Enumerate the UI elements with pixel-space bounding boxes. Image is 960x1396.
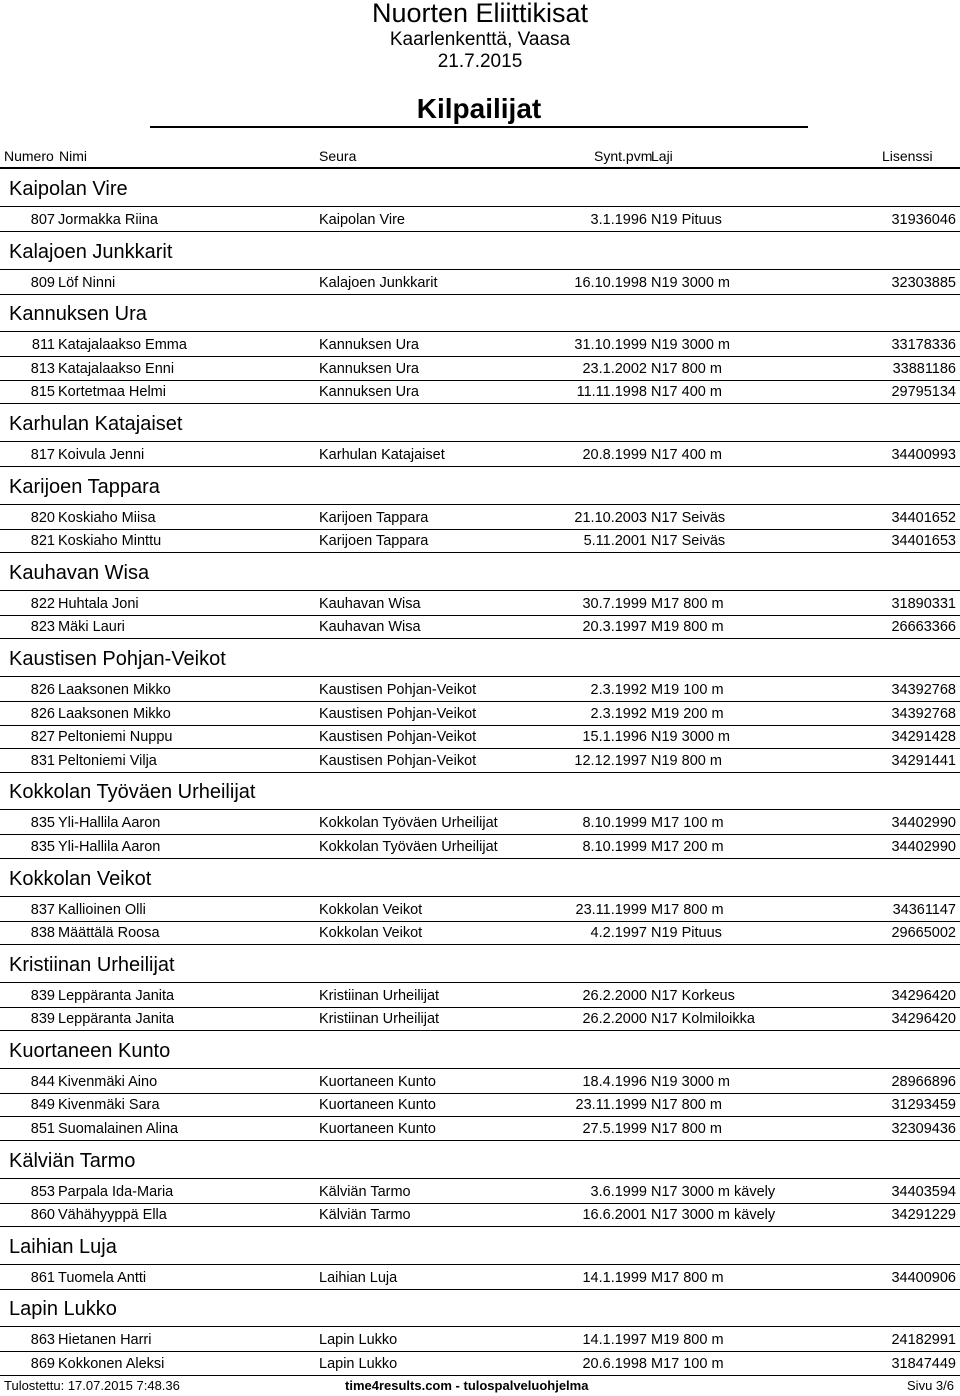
license-number: 29665002 — [891, 925, 956, 942]
table-row — [0, 836, 960, 859]
license-number: 34401652 — [891, 509, 956, 526]
competitor-club: Karijoen Tappara — [319, 509, 429, 526]
printed-timestamp: Tulostettu: 17.07.2015 7:48.36 — [4, 1378, 180, 1393]
page-number: Sivu 3/6 — [907, 1378, 954, 1393]
competitor-name: Kortetmaa Helmi — [58, 384, 166, 401]
table-row — [0, 1071, 960, 1094]
table-row — [0, 1353, 960, 1376]
competitor-club: Kuortaneen Kunto — [319, 1073, 436, 1090]
birth-date: 5.11.2001 — [583, 533, 647, 550]
license-number: 34361147 — [892, 901, 956, 918]
competitor-number: 863 — [30, 1332, 55, 1349]
event-name: M17 100 m — [651, 815, 724, 832]
competitor-number: 826 — [30, 705, 55, 722]
event-name: N17 400 m — [651, 384, 722, 401]
competitor-name: Hietanen Harri — [58, 1332, 152, 1349]
competitor-club: Kannuksen Ura — [319, 384, 419, 401]
birth-date: 12.12.1997 — [574, 752, 647, 769]
table-row — [0, 1094, 960, 1117]
license-number: 24182991 — [891, 1332, 956, 1349]
competitor-name: Peltoniemi Vilja — [58, 752, 157, 769]
competitor-name: Kallioinen Olli — [58, 901, 146, 918]
competitor-number: 838 — [30, 925, 55, 942]
table-row — [0, 381, 960, 404]
table-row — [0, 507, 960, 530]
birth-date: 3.1.1996 — [590, 212, 647, 228]
table-row — [0, 1008, 960, 1031]
competitor-club: Kälviän Tarmo — [319, 1207, 411, 1224]
col-license: Lisenssi — [882, 148, 933, 164]
birth-date: 20.6.1998 — [582, 1356, 647, 1373]
table-row — [0, 750, 960, 773]
club-heading: Kauhavan Wisa — [0, 554, 960, 591]
competitor-number: 826 — [30, 681, 55, 698]
competitor-club: Kälviän Tarmo — [319, 1183, 411, 1200]
license-number: 34402990 — [891, 838, 956, 855]
table-row — [0, 1267, 960, 1290]
club-heading: Lapin Lukko — [0, 1290, 960, 1327]
birth-date: 3.6.1999 — [590, 1183, 647, 1200]
competitor-number: 835 — [30, 815, 55, 832]
competitor-club: Laihian Luja — [319, 1269, 398, 1286]
license-number: 29795134 — [891, 384, 956, 401]
competitor-number: 813 — [30, 360, 55, 377]
competitor-number: 853 — [30, 1183, 55, 1200]
competitor-number: 827 — [30, 729, 55, 746]
competitor-name: Leppäranta Janita — [58, 987, 175, 1004]
competitor-number: 809 — [30, 274, 55, 291]
event-name: M19 100 m — [651, 681, 724, 698]
competitor-number: 861 — [30, 1269, 55, 1286]
birth-date: 16.6.2001 — [582, 1207, 647, 1224]
table-row — [0, 530, 960, 553]
license-number: 28966896 — [891, 1073, 956, 1090]
competitor-club: Kokkolan Työväen Urheilijat — [319, 815, 498, 832]
birth-date: 20.8.1999 — [582, 446, 647, 463]
competitor-number: 860 — [30, 1207, 55, 1224]
competitor-club: Kokkolan Veikot — [319, 901, 423, 918]
birth-date: 20.3.1997 — [582, 619, 647, 636]
competitor-club: Kuortaneen Kunto — [319, 1121, 436, 1138]
license-number: 34400993 — [891, 446, 956, 463]
table-row — [0, 812, 960, 835]
competitor-name: Peltoniemi Nuppu — [58, 729, 173, 746]
license-number: 33881186 — [892, 360, 956, 377]
event-name: N17 Kolmiloikka — [651, 1011, 755, 1028]
event-name: M17 800 m — [651, 1269, 724, 1286]
col-born: Synt.pvm — [594, 148, 653, 164]
competitor-name: Parpala Ida-Maria — [58, 1183, 174, 1200]
competitor-number: 821 — [30, 533, 55, 550]
competitor-club: Kokkolan Veikot — [319, 925, 423, 942]
competitor-club: Kauhavan Wisa — [319, 619, 421, 636]
event-date: 21.7.2015 — [437, 51, 523, 72]
competitor-number: 849 — [30, 1097, 55, 1114]
competitor-number: 837 — [30, 901, 55, 918]
event-name: M19 800 m — [651, 1332, 724, 1349]
competitor-club: Kaipolan Vire — [319, 212, 405, 228]
page-header — [0, 0, 960, 73]
event-name: N17 3000 m kävely — [651, 1207, 776, 1224]
club-heading: Kokkolan Työväen Urheilijat — [0, 773, 960, 810]
competitor-club: Kokkolan Työväen Urheilijat — [319, 838, 498, 855]
event-name: N17 Seiväs — [651, 533, 726, 550]
birth-date: 8.10.1999 — [582, 838, 647, 855]
license-number: 34401653 — [891, 533, 956, 550]
event-name: N19 3000 m — [651, 274, 730, 291]
license-number: 34392768 — [891, 705, 956, 722]
table-row — [0, 209, 960, 232]
competitor-club: Lapin Lukko — [319, 1332, 398, 1349]
competitor-club: Kalajoen Junkkarit — [319, 274, 438, 291]
table-row — [0, 272, 960, 295]
club-heading: Kalajoen Junkkarit — [0, 233, 960, 270]
club-heading: Kuortaneen Kunto — [0, 1032, 960, 1069]
birth-date: 21.10.2003 — [574, 509, 647, 526]
license-number: 32303885 — [891, 274, 956, 291]
table-row — [0, 593, 960, 616]
license-number: 32309436 — [891, 1121, 956, 1138]
competitor-name: Jormakka Riina — [58, 212, 158, 228]
birth-date: 15.1.1996 — [582, 729, 647, 746]
birth-date: 26.2.2000 — [582, 1011, 647, 1028]
table-row — [0, 726, 960, 749]
license-number: 33178336 — [891, 337, 956, 354]
col-club: Seura — [319, 148, 357, 164]
event-name: N17 Korkeus — [651, 987, 735, 1004]
license-number: 34392768 — [891, 681, 956, 698]
club-heading: Kälviän Tarmo — [0, 1142, 960, 1179]
license-number: 34403594 — [891, 1183, 956, 1200]
club-heading: Kaipolan Vire — [0, 170, 960, 207]
competitor-club: Kristiinan Urheilijat — [319, 1011, 440, 1028]
competitor-name: Laaksonen Mikko — [58, 705, 171, 722]
table-row — [0, 1329, 960, 1352]
competitor-name: Koskiaho Minttu — [58, 533, 162, 550]
birth-date: 2.3.1992 — [590, 681, 647, 698]
competitor-number: 839 — [30, 987, 55, 1004]
competitor-club: Kristiinan Urheilijat — [319, 987, 440, 1004]
competitor-number: 831 — [30, 752, 55, 769]
event-name: N17 3000 m kävely — [651, 1183, 776, 1200]
table-row — [0, 358, 960, 381]
col-number: Numero — [4, 148, 54, 164]
license-number: 31890331 — [891, 595, 956, 612]
birth-date: 4.2.1997 — [590, 925, 647, 942]
competitor-number: 815 — [30, 384, 55, 401]
birth-date: 14.1.1999 — [582, 1269, 647, 1286]
license-number: 34291229 — [891, 1207, 956, 1224]
license-number: 31293459 — [891, 1097, 956, 1114]
license-number: 31936046 — [891, 212, 956, 228]
column-header — [0, 143, 960, 169]
competitor-name: Katajalaakso Emma — [58, 337, 187, 354]
birth-date: 23.11.1999 — [575, 901, 647, 918]
event-name: N19 800 m — [651, 752, 722, 769]
event-name: N17 800 m — [651, 1121, 722, 1138]
birth-date: 26.2.2000 — [582, 987, 647, 1004]
competitor-name: Kokkonen Aleksi — [58, 1356, 165, 1373]
competitor-name: Löf Ninni — [58, 274, 116, 291]
competitor-club: Karijoen Tappara — [319, 533, 429, 550]
club-heading: Karijoen Tappara — [0, 468, 960, 505]
event-name: M19 800 m — [651, 619, 724, 636]
competitor-club: Kuortaneen Kunto — [319, 1097, 436, 1114]
birth-date: 31.10.1999 — [574, 337, 647, 354]
table-row — [0, 616, 960, 639]
event-name: N17 400 m — [651, 446, 722, 463]
club-heading: Karhulan Katajaiset — [0, 405, 960, 442]
competitor-name: Koivula Jenni — [58, 446, 145, 463]
competitor-number: 869 — [30, 1356, 55, 1373]
competitor-number: 820 — [30, 509, 55, 526]
table-row — [0, 703, 960, 726]
col-name: Nimi — [59, 148, 87, 164]
event-name: M19 200 m — [651, 705, 724, 722]
competitor-club: Lapin Lukko — [319, 1356, 398, 1373]
event-name: N19 Pituus — [651, 212, 722, 228]
table-row — [0, 1204, 960, 1227]
table-row — [0, 922, 960, 945]
competitor-name: Tuomela Antti — [58, 1269, 147, 1286]
table-row — [0, 1118, 960, 1141]
service-name: time4results.com - tulospalveluohjelma — [345, 1378, 589, 1393]
birth-date: 30.7.1999 — [582, 595, 647, 612]
event-name: N19 Pituus — [651, 925, 722, 942]
competitor-number: 839 — [30, 1011, 55, 1028]
competitor-name: Leppäranta Janita — [58, 1011, 175, 1028]
competitor-club: Kaustisen Pohjan-Veikot — [319, 681, 477, 698]
competitor-list — [0, 170, 960, 1377]
competitor-name: Laaksonen Mikko — [58, 681, 171, 698]
event-name: M17 800 m — [651, 901, 724, 918]
license-number: 26663366 — [891, 619, 956, 636]
license-number: 34291428 — [891, 729, 956, 746]
license-number: 34402990 — [891, 815, 956, 832]
competitor-name: Vähähyyppä Ella — [58, 1207, 167, 1224]
competitor-club: Kauhavan Wisa — [319, 595, 421, 612]
competitor-name: Mäki Lauri — [58, 619, 125, 636]
competitor-name: Katajalaakso Enni — [58, 360, 175, 377]
competitor-club: Kaustisen Pohjan-Veikot — [319, 705, 477, 722]
table-row — [0, 444, 960, 467]
event-name: N19 3000 m — [651, 729, 730, 746]
birth-date: 27.5.1999 — [582, 1121, 647, 1138]
event-name: M17 100 m — [651, 1356, 724, 1373]
section-title: Kilpailijat — [150, 89, 808, 128]
competitor-name: Kivenmäki Aino — [58, 1073, 158, 1090]
event-name: N19 3000 m — [651, 1073, 730, 1090]
competitor-name: Suomalainen Alina — [58, 1121, 179, 1138]
competitor-name: Kivenmäki Sara — [58, 1097, 160, 1114]
table-row — [0, 899, 960, 922]
table-row — [0, 334, 960, 357]
license-number: 34291441 — [891, 752, 956, 769]
birth-date: 2.3.1992 — [590, 705, 647, 722]
club-heading: Laihian Luja — [0, 1228, 960, 1265]
club-heading: Kokkolan Veikot — [0, 860, 960, 897]
birth-date: 14.1.1997 — [582, 1332, 647, 1349]
license-number: 34296420 — [891, 1011, 956, 1028]
birth-date: 18.4.1996 — [582, 1073, 647, 1090]
event-name: M17 200 m — [651, 838, 724, 855]
competitor-number: 844 — [30, 1073, 55, 1090]
event-name: N17 Seiväs — [651, 509, 726, 526]
event-title: Nuorten Eliittikisat — [371, 0, 589, 28]
event-name: N17 800 m — [651, 1097, 722, 1114]
competitor-number: 817 — [30, 446, 55, 463]
competitor-club: Kannuksen Ura — [319, 337, 419, 354]
competitor-number: 811 — [31, 337, 55, 354]
event-name: N19 3000 m — [651, 337, 730, 354]
table-row — [0, 985, 960, 1008]
birth-date: 11.11.1998 — [576, 384, 647, 401]
birth-date: 8.10.1999 — [582, 815, 647, 832]
competitor-number: 823 — [30, 619, 55, 636]
license-number: 34400906 — [891, 1269, 956, 1286]
event-name: M17 800 m — [651, 595, 724, 612]
event-name: N17 800 m — [651, 360, 722, 377]
competitor-number: 851 — [30, 1121, 55, 1138]
competitor-name: Määttälä Roosa — [58, 925, 160, 942]
license-number: 31847449 — [891, 1356, 956, 1373]
event-venue: Kaarlenkenttä, Vaasa — [389, 29, 571, 50]
birth-date: 16.10.1998 — [574, 274, 647, 291]
competitor-number: 822 — [30, 595, 55, 612]
competitor-name: Yli-Hallila Aaron — [58, 838, 161, 855]
license-number: 34296420 — [891, 987, 956, 1004]
club-heading: Kaustisen Pohjan-Veikot — [0, 640, 960, 677]
club-heading: Kristiinan Urheilijat — [0, 946, 960, 983]
competitor-number: 835 — [30, 838, 55, 855]
table-row — [0, 679, 960, 702]
competitor-number: 807 — [30, 212, 55, 228]
competitor-name: Koskiaho Miisa — [58, 509, 156, 526]
competitor-club: Kaustisen Pohjan-Veikot — [319, 752, 477, 769]
table-row — [0, 1181, 960, 1204]
birth-date: 23.11.1999 — [575, 1097, 647, 1114]
competitor-name: Yli-Hallila Aaron — [58, 815, 161, 832]
competitor-club: Kannuksen Ura — [319, 360, 419, 377]
competitor-club: Karhulan Katajaiset — [319, 446, 445, 463]
competitor-name: Huhtala Joni — [58, 595, 139, 612]
club-heading: Kannuksen Ura — [0, 295, 960, 332]
birth-date: 23.1.2002 — [582, 360, 647, 377]
col-event: Laji — [651, 148, 673, 164]
competitor-club: Kaustisen Pohjan-Veikot — [319, 729, 477, 746]
